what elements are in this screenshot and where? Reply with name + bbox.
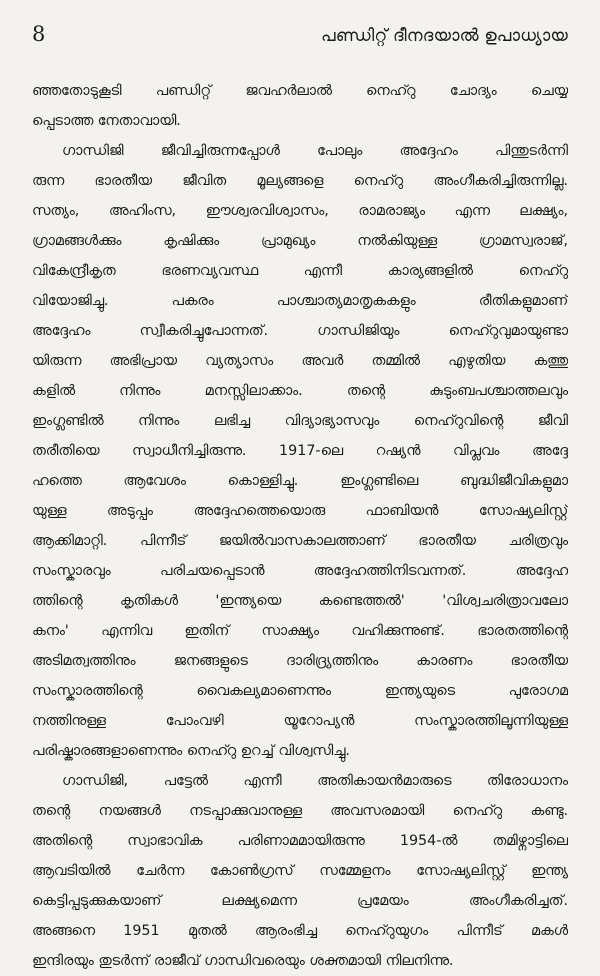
text-line: വിയോജിച്ചു. പകരം പാശ്ചാത്യമാതൃകകളും രീതികളുമാണ് [32,293,568,309]
text-line: അടിമത്വത്തിനും ജനങ്ങളുടെ ദാരിദ്ര്യത്തിനും കാരണം ഭാരതീയ [32,653,568,669]
text-line: ആക്കിമാറ്റി. പിന്നീട് ജയിൽവാസകാലത്താണ് ഭാരതീയ ചരിത്രവും [32,533,568,549]
text-line: യുള്ള അടുപ്പം അദ്ദേഹത്തെയൊരു ഫാബിയൻ സോഷ്യലിസ്റ്റ് [32,503,568,519]
text-line: സംസ്കാരവും പരിചയപ്പെടാൻ അദ്ദേഹത്തിനിടവന്നത്. അദ്ദേഹ [32,563,568,579]
text-line: ഇംഗ്ലണ്ടിൽ നിന്നും ലഭിച്ച വിദ്യാഭ്യാസവും നെഹ്റുവിന്റെ ജീവി [32,413,568,429]
text-line: തരീതിയെ സ്വാധീനിച്ചിരുന്നു. 1917-ലെ റഷ്യൻ വിപ്ലവം അദ്ദേ [32,443,568,459]
text-line: സത്യം, അഹിംസ, ഈശ്വരവിശ്വാസം, രാമരാജ്യം എന്ന ലക്ഷ്യം, [32,203,568,219]
text-line: അദ്ദേഹം സ്വീകരിച്ചുപോന്നത്. ഗാന്ധിജിയും നെഹ്റുവുമായുണ്ടാ [32,323,568,339]
text-line: ഇന്ദിരയും തുടർന്ന് രാജീവ് ഗാന്ധിവരെയും ശക്തമായി നിലനിന്നു. [32,953,454,969]
text-line: കെട്ടിപ്പടുക്കുകയാണ് ലക്ഷ്യമെന്ന പ്രമേയം അംഗീകരിച്ചത്. [32,893,568,909]
text-line: ഗാന്ധിജി, പട്ടേൽ എന്നീ അതികായൻമാരുടെ തിരോധാനം [62,773,568,789]
text-line: അതിന്റെ സ്വാഭാവിക പരിണാമമായിരുന്നു 1954-ൽ തമിഴ്നാട്ടിലെ [32,833,568,849]
paragraph [32,136,568,766]
page-header [32,22,568,56]
text-line: വികേന്ദ്രീകൃത ഭരണവ്യവസ്ഥ എന്നീ കാര്യങ്ങളിൽ നെഹ്റു [32,263,568,279]
text-line: ഞ്ഞതോടുകൂടി പണ്ഡിറ്റ് ജവഹർലാൽ നെഹ്റു ചോദ്യം ചെയ്യ [32,83,568,99]
text-line: നത്തിനുള്ള പോംവഴി യൂറോപ്യൻ സംസ്കാരത്തിലൂന്നിയുള്ള [32,713,568,729]
text-line: അങ്ങനെ 1951 മുതൽ ആരംഭിച്ച നെഹ്റുയുഗം പിന്നീട് മകൾ [32,923,568,939]
text-line: കളിൽ നിന്നും മനസ്സിലാക്കാം. തന്റെ കുടുംബപശ്ചാത്തലവും [32,383,568,399]
running-title: പണ്ഡിറ്റ് ദീനദയാൽ ഉപാധ്യായ [321,26,568,46]
paragraph [32,766,568,976]
text-line: ഹത്തെ ആവേശം കൊള്ളിച്ചു. ഇംഗ്ലണ്ടിലെ ബുദ്ധിജീവികളുമാ [32,473,568,489]
text-line: ആവടിയിൽ ചേർന്ന കോൺഗ്രസ് സമ്മേളനം സോഷ്യലിസ്റ്റ് ഇന്ത്യ [32,863,568,879]
text-line: ഗ്രാമങ്ങൾക്കും കൃഷിക്കും പ്രാമുഖ്യം നൽകിയുള്ള ഗ്രാമസ്വരാജ്, [32,233,568,249]
text-line: തന്റെ നയങ്ങൾ നടപ്പാക്കുവാനുള്ള അവസരമായി നെഹ്റു കണ്ടു. [32,803,568,819]
page-number: 8 [32,22,46,46]
text-line: രുന്ന ഭാരതീയ ജീവിത മൂല്യങ്ങളെ നെഹ്റു അംഗീകരിച്ചിരുന്നില്ല. [32,173,568,189]
text-line: യിരുന്ന അഭിപ്രായ വ്യത്യാസം അവർ തമ്മിൽ എഴുതിയ കത്തു [32,353,568,369]
text-line: സംസ്കാരത്തിന്റെ വൈകല്യമാണെന്നും ഇന്ത്യയുടെ പുരോഗമ [32,683,568,699]
paragraph [32,76,568,136]
text-line: ഗാന്ധിജി ജീവിച്ചിരുന്നപ്പോൾ പോലും അദ്ദേഹം പിന്തുടർന്നി [62,143,568,159]
text-line: പ്പെടാത്ത നേതാവായി. [32,113,181,129]
text-line: കനം' എന്നിവ ഇതിന് സാക്ഷ്യം വഹിക്കുന്നുണ്ട്. ഭാരതത്തിന്റെ [32,623,568,639]
text-line: ത്തിന്റെ കൃതികൾ 'ഇന്ത്യയെ കണ്ടെത്തൽ' 'വിശ്വചരിത്രാവലോ [32,593,568,609]
text-line: പരിഷ്കാരങ്ങളാണെന്നും നെഹ്റു ഉറച്ച് വിശ്വസിച്ചു. [32,743,350,759]
body-text [32,76,568,976]
